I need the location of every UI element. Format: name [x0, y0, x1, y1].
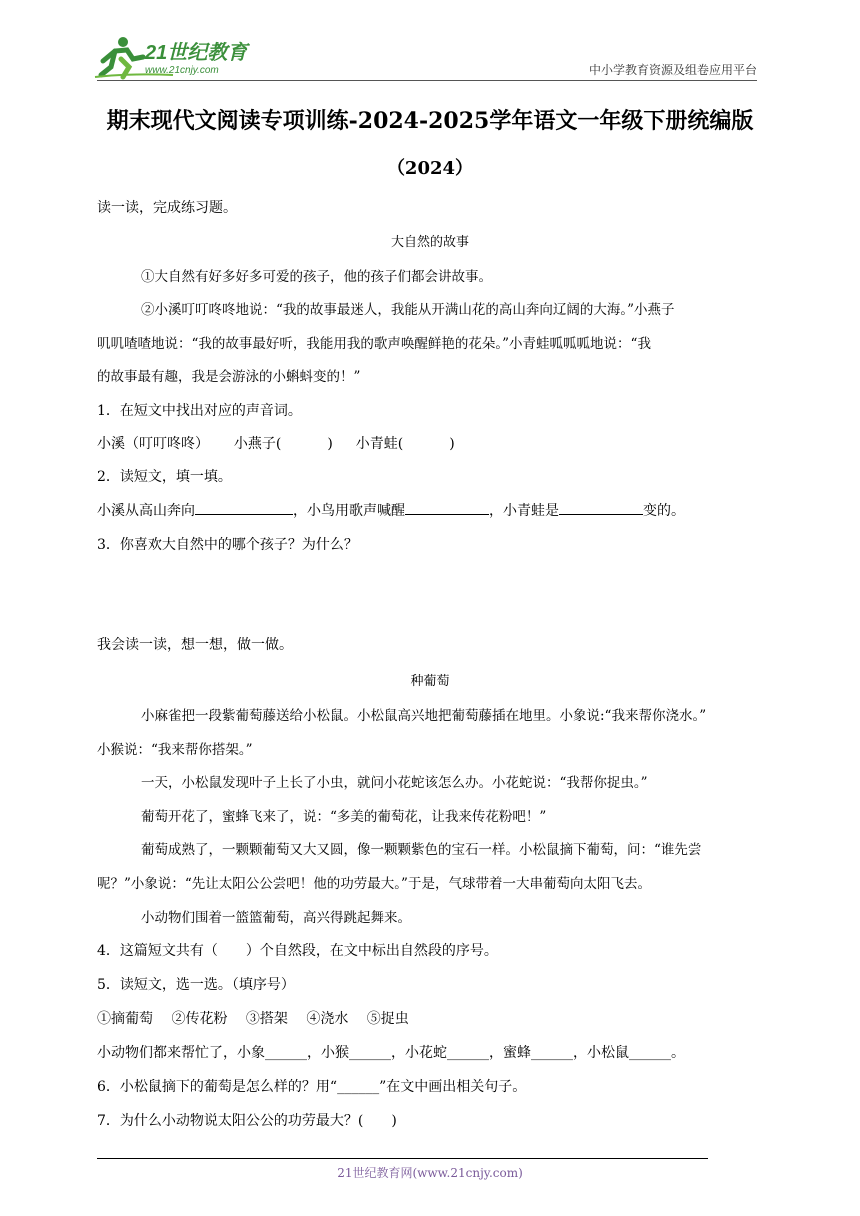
- passage2-title: 种葡萄: [410, 674, 450, 689]
- question-3: 3．你喜欢大自然中的哪个孩子？为什么？: [97, 537, 358, 553]
- logo-21cnjy: [93, 33, 263, 81]
- footer-text: 21世纪教育网(www.21cnjy.com): [337, 1166, 523, 1180]
- question-1-answers: 小溪（叮叮咚咚） 小燕子( ) 小青蛙( ): [97, 436, 455, 452]
- question-2: 2．读短文，填一填。: [97, 469, 232, 485]
- header-divider: [97, 80, 757, 81]
- passage1-paragraph-2-line-3: 的故事最有趣，我是会游泳的小蝌蚪变的！”: [97, 369, 361, 385]
- passage1-title: 大自然的故事: [390, 235, 469, 250]
- passage1-paragraph-2-line-2: 叽叽喳喳地说：“我的故事最好听，我能用我的歌声唤醒鲜艳的花朵。”小青蛙呱呱呱地说：“我: [97, 336, 651, 352]
- q1-item-swallow: 小燕子(: [233, 436, 282, 452]
- question-5-options: ①摘葡萄 ②传花粉 ③搭架 ④浇水 ⑤捉虫: [97, 1011, 409, 1027]
- passage2-paragraph-3: 葡萄开花了，蜜蜂飞来了，说：“多美的葡萄花，让我来传花粉吧！”: [141, 809, 547, 825]
- header-platform-text: 中小学教育资源及组卷应用平台: [588, 63, 757, 77]
- page-subtitle: （2024）: [386, 158, 474, 179]
- question-4: 4．这篇短文共有（ ）个自然段，在文中标出自然段的序号。: [97, 943, 498, 959]
- passage2-paragraph-4-line-1: 葡萄成熟了，一颗颗葡萄又大又圆，像一颗颗紫色的宝石一样。小松鼠摘下葡萄，问：“谁先尝: [141, 842, 702, 858]
- passage1-paragraph-1: ①大自然有好多好多可爱的孩子，他的孩子们都会讲故事。: [141, 269, 492, 285]
- question-5: 5．读短文，选一选。（填序号）: [97, 977, 295, 993]
- footer-divider: [97, 1158, 708, 1159]
- q2-blank-1[interactable]: [195, 500, 293, 515]
- part2-instruction: 我会读一读，想一想，做一做。: [97, 637, 293, 653]
- question-1: 1．在短文中找出对应的声音词。: [97, 403, 302, 419]
- passage2-paragraph-5: 小动物们围着一篮篮葡萄，高兴得跳起舞来。: [141, 910, 411, 926]
- passage2-paragraph-1-line-2: 小猴说：“我来帮你搭架。”: [97, 742, 253, 758]
- q2-blank-3[interactable]: [559, 500, 643, 515]
- passage2-paragraph-1-line-1: 小麻雀把一段紫葡萄藤送给小松鼠。小松鼠高兴地把葡萄藤插在地里。小象说:“我来帮你浇水。”: [141, 708, 707, 724]
- question-2-fill: 小溪从高山奔向 ，小鸟用歌声喊醒 ，小青蛙是 变的。: [97, 500, 685, 520]
- svg-text:www.21cnjy.com: www.21cnjy.com: [145, 65, 219, 76]
- question-5-fill: 小动物们都来帮忙了，小象______，小猴______，小花蛇______，蜜蜂______，小松鼠______。: [97, 1045, 685, 1061]
- q1-item-frog: 小青蛙(: [355, 436, 404, 452]
- passage2-paragraph-2: 一天，小松鼠发现叶子上长了小虫，就问小花蛇该怎么办。小花蛇说：“我帮你捉虫。”: [141, 775, 648, 791]
- svg-text:21世纪教育: 21世纪教育: [145, 42, 248, 64]
- passage1-paragraph-2-line-1: ②小溪叮叮咚咚地说：“我的故事最迷人，我能从开满山花的高山奔向辽阔的大海。”小燕子: [141, 302, 675, 318]
- q2-blank-2[interactable]: [405, 500, 489, 515]
- passage2-paragraph-4-line-2: 呢？”小象说：“先让太阳公公尝吧！他的功劳最大。”于是，气球带着一大串葡萄向太阳飞去。: [97, 876, 651, 892]
- part1-instruction: 读一读，完成练习题。: [97, 200, 237, 216]
- question-6: 6．小松鼠摘下的葡萄是怎么样的？用“______”在文中画出相关句子。: [97, 1079, 527, 1095]
- q1-item-stream: 小溪（叮叮咚咚）: [97, 436, 209, 452]
- page-title: 期末现代文阅读专项训练-2024-2025学年语文一年级下册统编版: [106, 108, 754, 134]
- question-7: 7．为什么小动物说太阳公公的功劳最大？( ): [97, 1113, 397, 1129]
